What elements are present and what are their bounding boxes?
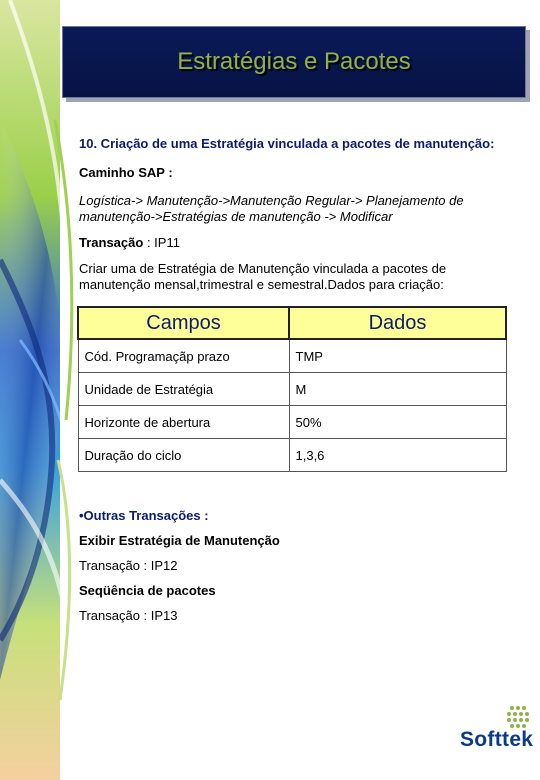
logo-text: Softtek xyxy=(460,728,534,751)
header-dados: Dados xyxy=(289,307,506,339)
table-cell-dado: M xyxy=(289,373,506,406)
description: Criar uma de Estratégia de Manutenção vinculada a pacotes de manutenção mensal,trimestral e semestral.Dados para criação: xyxy=(79,261,447,292)
path-value: Logística-> Manutenção->Manutenção Regular-> Planejamento de manutenção->Estratégias de manutenção -> Modificar xyxy=(79,193,464,224)
item2-title: Seqüência de pacotes xyxy=(79,583,216,598)
table-header-row xyxy=(78,307,506,339)
content-section xyxy=(79,136,509,293)
table-row xyxy=(78,373,506,406)
header-campos: Campos xyxy=(78,307,289,339)
softtek-logo xyxy=(456,702,540,772)
table-cell-campo: Horizonte de abertura xyxy=(78,406,289,439)
transaction-value: : IP11 xyxy=(143,235,180,250)
table-cell-dado: 50% xyxy=(289,406,506,439)
table-cell-campo: Duração do ciclo xyxy=(78,439,289,472)
table-cell-campo: Unidade de Estratégia xyxy=(78,373,289,406)
transaction-label: Transação xyxy=(79,235,144,250)
table-row xyxy=(78,406,506,439)
section-heading: 10. Criação de uma Estratégia vinculada a pacotes de manutenção: xyxy=(79,136,495,151)
other-transactions xyxy=(79,508,509,633)
item1-transaction: Transação : IP12 xyxy=(79,558,178,573)
path-label: Caminho SAP : xyxy=(79,165,173,180)
fields-table xyxy=(77,306,507,472)
table-row xyxy=(78,339,506,373)
table-row xyxy=(78,439,506,472)
table-cell-campo: Cód. Programaçãp prazo xyxy=(78,339,289,373)
item1-title: Exibir Estratégia de Manutenção xyxy=(79,533,280,548)
table-cell-dado: 1,3,6 xyxy=(289,439,506,472)
table-cell-dado: TMP xyxy=(289,339,506,373)
title-banner xyxy=(62,26,526,98)
transaction-line xyxy=(79,235,509,251)
item2-transaction: Transação : IP13 xyxy=(79,608,178,623)
page-title: Estratégias e Pacotes xyxy=(177,48,411,75)
other-transactions-heading: •Outras Transações : xyxy=(79,508,209,523)
